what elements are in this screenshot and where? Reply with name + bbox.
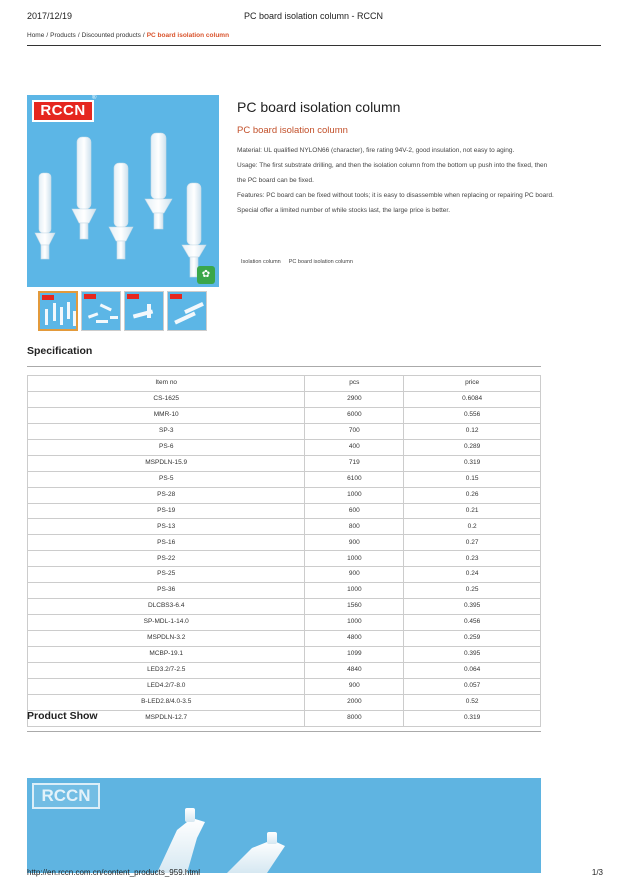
- desc-usage: Usage: The first substrate drilling, and then the isolation column from the bottom up push into the fixed, then the PC board can be fixed.: [237, 162, 548, 184]
- breadcrumb-current: PC board isolation column: [146, 32, 230, 39]
- cell-pcs: 1000: [305, 551, 404, 567]
- breadcrumb-separator: /: [46, 32, 49, 39]
- cell-pcs: 900: [305, 535, 404, 551]
- cell-price: 0.556: [404, 407, 541, 423]
- cell-pcs: 1099: [305, 646, 404, 662]
- registered-mark: ®: [92, 95, 97, 101]
- table-row: [28, 407, 541, 423]
- table-row: [28, 599, 541, 615]
- leaf-icon: ✿: [197, 266, 215, 284]
- cell-pcs: 700: [305, 423, 404, 439]
- thumbnail-4[interactable]: [167, 291, 207, 331]
- product-title: PC board isolation column: [237, 99, 401, 115]
- thumbnail-2[interactable]: [81, 291, 121, 331]
- table-row: [28, 662, 541, 678]
- spec-table: [27, 375, 541, 727]
- cell-pcs: 8000: [305, 710, 404, 726]
- cell-item-no: MSPDLN-3.2: [28, 631, 305, 647]
- header-pcs: pcs: [305, 376, 404, 392]
- product-main-image[interactable]: [27, 95, 219, 287]
- header-divider: [27, 45, 601, 46]
- specification-heading: Specification: [27, 345, 93, 357]
- cell-item-no: PS-28: [28, 487, 305, 503]
- thumbnail-columns-icon: [168, 292, 207, 331]
- cell-item-no: MMR-10: [28, 407, 305, 423]
- cell-item-no: PS-36: [28, 583, 305, 599]
- cell-item-no: PS-6: [28, 439, 305, 455]
- cell-pcs: 1000: [305, 615, 404, 631]
- cell-pcs: 1000: [305, 487, 404, 503]
- table-row: [28, 391, 541, 407]
- cell-price: 0.24: [404, 567, 541, 583]
- cell-pcs: 800: [305, 519, 404, 535]
- cell-item-no: PS-5: [28, 471, 305, 487]
- product-show-heading: Product Show: [27, 710, 98, 722]
- breadcrumb-separator: /: [77, 32, 80, 39]
- desc-material: Material: UL qualified NYLON66 (character), fire rating 94V-2, good insulation, not easy to aging.: [237, 147, 515, 154]
- breadcrumb: [27, 32, 229, 39]
- print-page-number: 1/3: [591, 868, 603, 877]
- cell-pcs: 4800: [305, 631, 404, 647]
- thumbnail-columns-icon: [82, 292, 121, 331]
- print-header: [0, 11, 627, 25]
- cell-item-no: PS-13: [28, 519, 305, 535]
- table-row: [28, 487, 541, 503]
- cell-item-no: SP-MDL-1-14.0: [28, 615, 305, 631]
- cell-pcs: 600: [305, 503, 404, 519]
- cell-price: 0.057: [404, 678, 541, 694]
- cell-price: 0.395: [404, 599, 541, 615]
- cell-price: 0.23: [404, 551, 541, 567]
- cell-item-no: MSPDLN-15.9: [28, 455, 305, 471]
- show-columns-illustration: [27, 778, 541, 873]
- cell-price: 0.27: [404, 535, 541, 551]
- cell-item-no: MCBP-19.1: [28, 646, 305, 662]
- thumbnail-strip: [38, 291, 208, 333]
- product-show-divider: [27, 731, 541, 732]
- cell-price: 0.319: [404, 455, 541, 471]
- cell-pcs: 6100: [305, 471, 404, 487]
- cell-price: 0.2: [404, 519, 541, 535]
- cell-item-no: SP-3: [28, 423, 305, 439]
- cell-item-no: LED4.2/7-8.0: [28, 678, 305, 694]
- cell-price: 0.395: [404, 646, 541, 662]
- table-row: [28, 710, 541, 726]
- cell-item-no: CS-1625: [28, 391, 305, 407]
- tag-link[interactable]: PC board isolation column: [288, 259, 353, 265]
- cell-price: 0.21: [404, 503, 541, 519]
- table-row: [28, 519, 541, 535]
- table-row: [28, 439, 541, 455]
- table-row: [28, 567, 541, 583]
- specification-divider: [27, 366, 541, 367]
- cell-pcs: 1000: [305, 583, 404, 599]
- product-tags: [241, 259, 361, 265]
- table-row: [28, 583, 541, 599]
- cell-price: 0.15: [404, 471, 541, 487]
- table-row: [28, 631, 541, 647]
- cell-price: 0.26: [404, 487, 541, 503]
- print-date: 2017/12/19: [27, 11, 73, 21]
- rccn-logo: RCCN: [32, 100, 94, 122]
- cell-price: 0.52: [404, 694, 541, 710]
- cell-price: 0.25: [404, 583, 541, 599]
- cell-price: 0.456: [404, 615, 541, 631]
- table-row: [28, 535, 541, 551]
- breadcrumb-home[interactable]: Home: [27, 32, 45, 39]
- cell-pcs: 400: [305, 439, 404, 455]
- cell-price: 0.12: [404, 423, 541, 439]
- cell-price: 0.6084: [404, 391, 541, 407]
- table-row: [28, 423, 541, 439]
- cell-price: 0.289: [404, 439, 541, 455]
- cell-item-no: LED3.2/7-2.5: [28, 662, 305, 678]
- table-row: [28, 678, 541, 694]
- table-row: [28, 551, 541, 567]
- header-price: price: [404, 376, 541, 392]
- cell-pcs: 6000: [305, 407, 404, 423]
- breadcrumb-products[interactable]: Products: [50, 32, 76, 39]
- thumbnail-3[interactable]: [124, 291, 164, 331]
- table-row: [28, 615, 541, 631]
- tag-link[interactable]: Isolation column: [241, 259, 281, 265]
- cell-item-no: PS-19: [28, 503, 305, 519]
- breadcrumb-separator: /: [142, 32, 145, 39]
- cell-pcs: 900: [305, 678, 404, 694]
- thumbnail-1[interactable]: [38, 291, 78, 331]
- product-subtitle: PC board isolation column: [237, 125, 348, 136]
- cell-item-no: PS-25: [28, 567, 305, 583]
- cell-price: 0.259: [404, 631, 541, 647]
- breadcrumb-category[interactable]: Discounted products: [81, 32, 141, 39]
- desc-features: Features: PC board can be fixed without tools; it is easy to disassemble when replacing or repairing PC board.: [237, 192, 554, 199]
- cell-pcs: 719: [305, 455, 404, 471]
- table-row: [28, 471, 541, 487]
- cell-pcs: 2900: [305, 391, 404, 407]
- table-header-row: [28, 376, 541, 392]
- table-row: [28, 646, 541, 662]
- cell-pcs: 900: [305, 567, 404, 583]
- product-show-image[interactable]: [27, 778, 541, 873]
- desc-offer: Special offer a limited number of while stocks last, the large price is better.: [237, 207, 451, 214]
- cell-price: 0.064: [404, 662, 541, 678]
- cell-pcs: 1560: [305, 599, 404, 615]
- table-row: [28, 455, 541, 471]
- header-item-no: Item no: [28, 376, 305, 392]
- cell-pcs: 4840: [305, 662, 404, 678]
- table-row: [28, 694, 541, 710]
- thumbnail-columns-icon: [40, 293, 78, 331]
- thumbnail-columns-icon: [125, 292, 164, 331]
- cell-item-no: PS-22: [28, 551, 305, 567]
- cell-price: 0.319: [404, 710, 541, 726]
- cell-item-no: MSPDLN-12.7: [28, 710, 305, 726]
- cell-item-no: DLCBS3-6.4: [28, 599, 305, 615]
- print-url: http://en.rccn.com.cn/content_products_959.html: [27, 868, 200, 877]
- product-description: [237, 143, 557, 218]
- cell-item-no: B-LED2.8/4.0-3.5: [28, 694, 305, 710]
- rccn-watermark-logo: RCCN: [32, 783, 100, 809]
- isolation-columns-illustration: [27, 95, 219, 287]
- cell-item-no: PS-16: [28, 535, 305, 551]
- print-title: PC board isolation column - RCCN: [243, 11, 384, 21]
- table-row: [28, 503, 541, 519]
- cell-pcs: 2000: [305, 694, 404, 710]
